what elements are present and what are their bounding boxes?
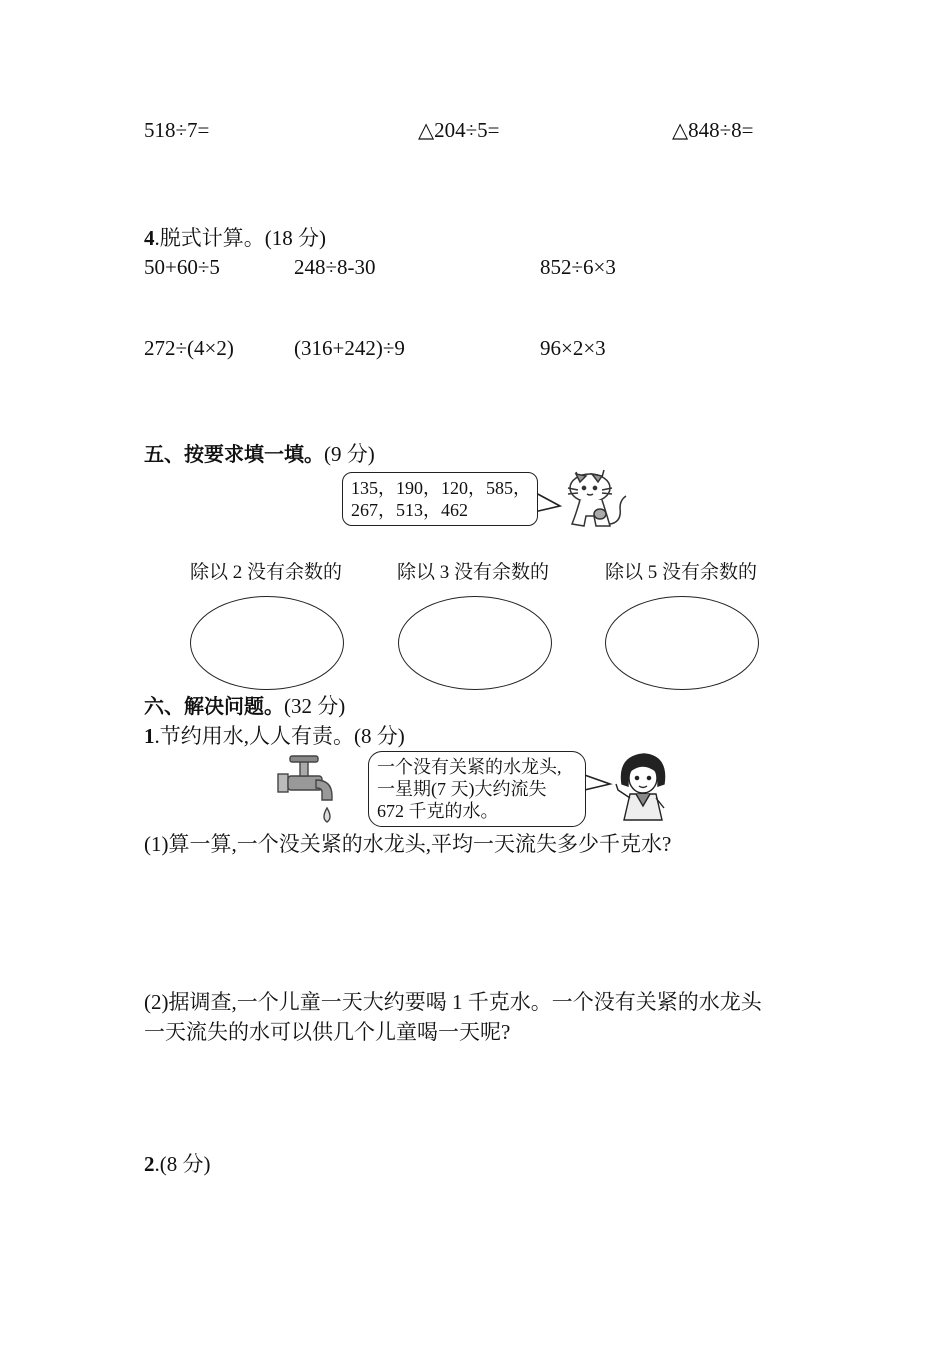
q4-title bbox=[144, 226, 326, 251]
section6-heading bbox=[144, 694, 345, 719]
problem2-title-text: .(8 分) bbox=[154, 1152, 211, 1176]
q4-expr-5: (316+242)÷9 bbox=[294, 336, 405, 360]
answer-oval-div5[interactable] bbox=[605, 596, 759, 690]
numbers-bubble bbox=[342, 472, 538, 526]
problem1-title-text: .节约用水,人人有责。(8 分) bbox=[154, 724, 405, 748]
subquestion-2-line-2: 一天流失的水可以供几个儿童喝一天呢? bbox=[144, 1020, 511, 1044]
faucet-speech-bubble bbox=[368, 751, 586, 827]
q4-expr-1: 50+60÷5 bbox=[144, 255, 220, 279]
answer-oval-div3[interactable] bbox=[398, 596, 552, 690]
problem2-number: 2 bbox=[144, 1152, 155, 1176]
girl-icon bbox=[612, 750, 674, 826]
q4-expr-2: 248÷8-30 bbox=[294, 255, 376, 279]
q4-number: 4 bbox=[144, 226, 155, 250]
numbers-line-1: 135，190，120，585， bbox=[351, 478, 531, 498]
category-label-div3: 除以 3 没有余数的 bbox=[397, 562, 550, 583]
speech-line-3: 672 千克的水。 bbox=[377, 801, 499, 821]
cat-icon bbox=[562, 466, 632, 532]
q4-expr-4: 272÷(4×2) bbox=[144, 336, 234, 360]
speech-line-1: 一个没有关紧的水龙头, bbox=[377, 757, 562, 777]
division-problem-3: △848÷8= bbox=[672, 118, 754, 142]
section5-points: (9 分) bbox=[324, 442, 375, 466]
problem1-title bbox=[144, 724, 405, 749]
subquestion-1: (1)算一算,一个没关紧的水龙头,平均一天流失多少千克水? bbox=[144, 832, 672, 856]
faucet-icon bbox=[276, 752, 346, 826]
q4-expr-3: 852÷6×3 bbox=[540, 255, 616, 279]
category-label-div5: 除以 5 没有余数的 bbox=[605, 562, 758, 583]
answer-oval-div2[interactable] bbox=[190, 596, 344, 690]
division-problem-2: △204÷5= bbox=[418, 118, 500, 142]
problem2-title bbox=[144, 1152, 211, 1177]
division-problem-1: 518÷7= bbox=[144, 118, 210, 142]
section5-heading-text: 五、按要求填一填。 bbox=[144, 442, 324, 466]
numbers-line-2: 267，513，462 bbox=[351, 500, 468, 520]
section5-heading bbox=[144, 442, 375, 467]
problem1-number: 1 bbox=[144, 724, 155, 748]
q4-expr-6: 96×2×3 bbox=[540, 336, 606, 360]
section6-heading-text: 六、解决问题。 bbox=[144, 694, 284, 718]
speech-line-2: 一星期(7 天)大约流失 bbox=[377, 779, 547, 799]
q4-title-text: .脱式计算。(18 分) bbox=[154, 226, 326, 250]
category-label-div2: 除以 2 没有余数的 bbox=[190, 562, 343, 583]
section6-points: (32 分) bbox=[284, 694, 346, 718]
subquestion-2-line-1: (2)据调查,一个儿童一天大约要喝 1 千克水。一个没有关紧的水龙头 bbox=[144, 990, 762, 1014]
